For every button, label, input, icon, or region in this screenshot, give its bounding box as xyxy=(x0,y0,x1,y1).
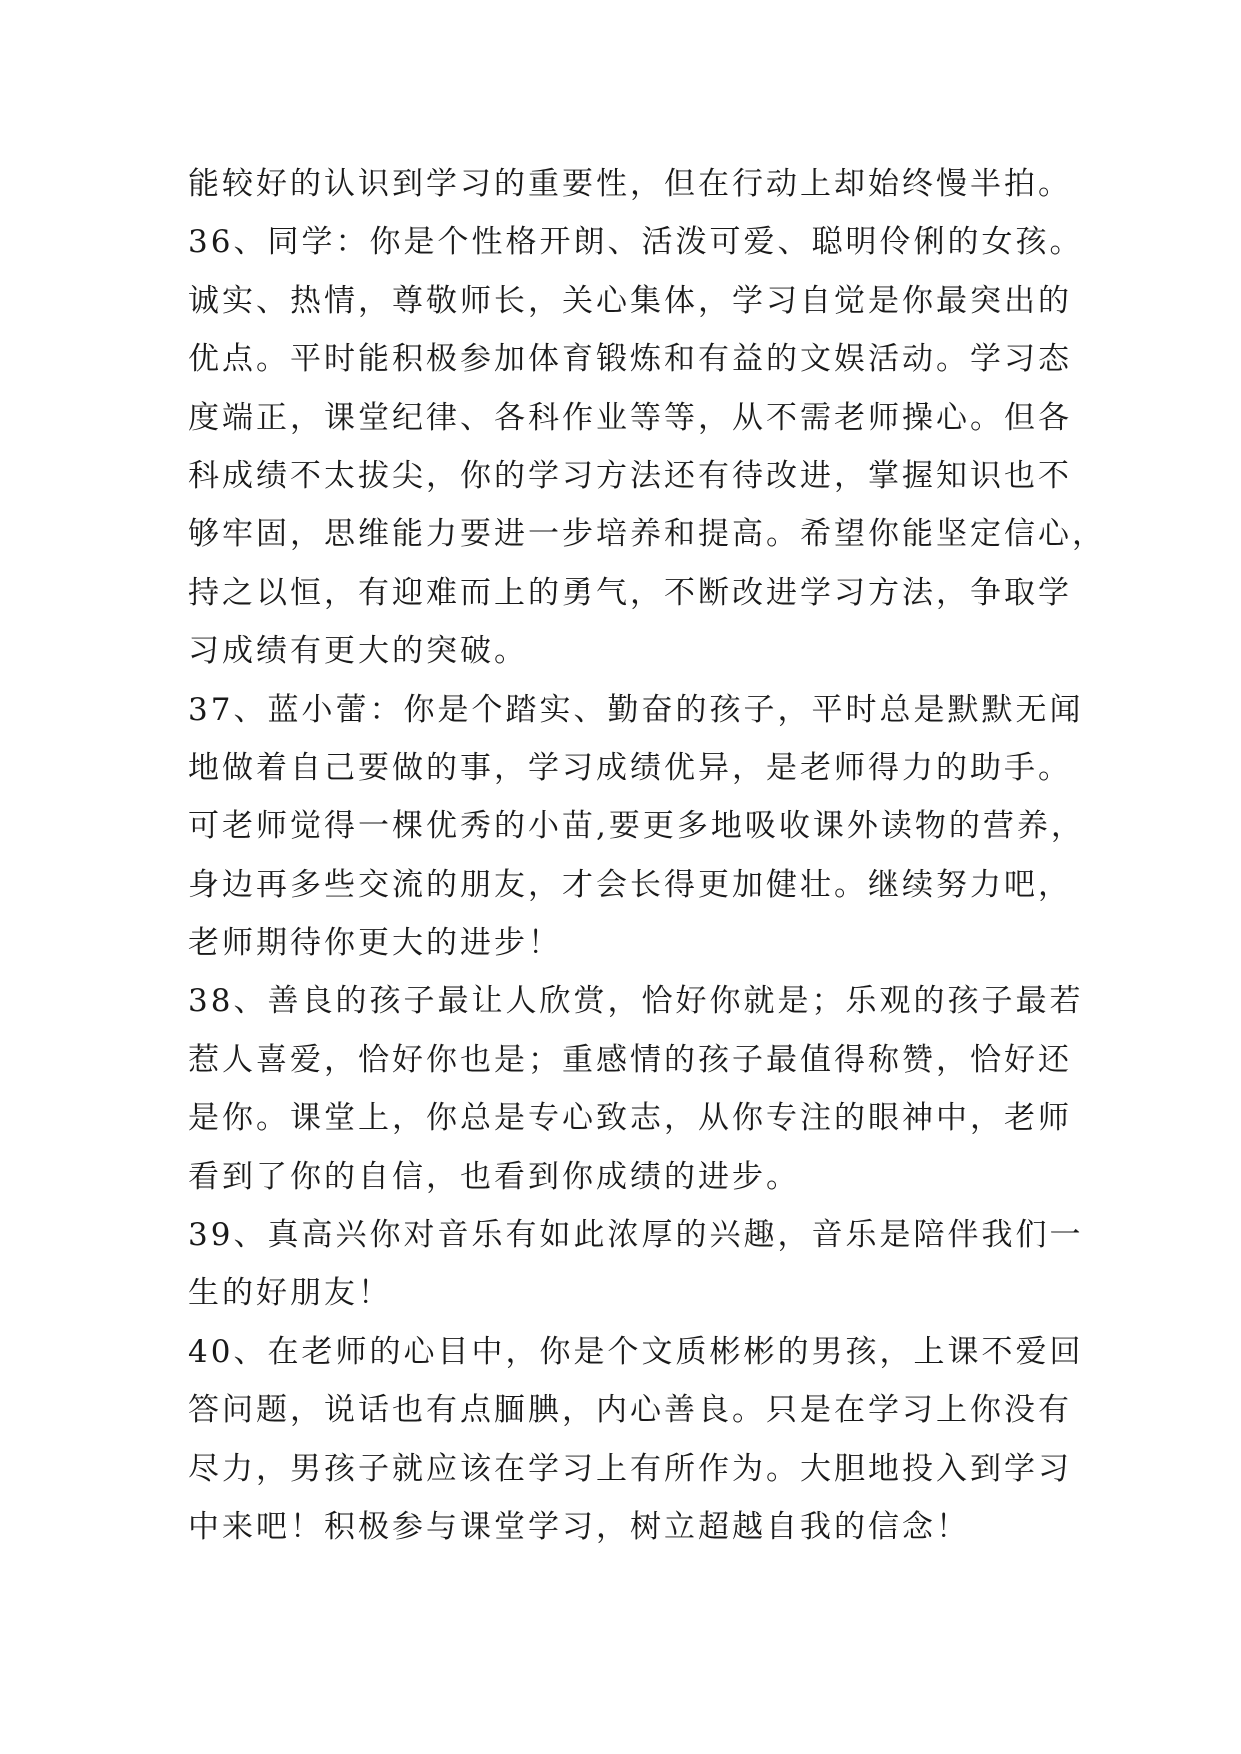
text-line: 习成绩有更大的突破。 xyxy=(188,633,528,670)
text-line: 尽力，男孩子就应该在学习上有所作为。大胆地投入到学习 xyxy=(188,1450,1072,1487)
text-line: 可老师觉得一棵优秀的小苗,要更多地吸收课外读物的营养， xyxy=(188,808,1085,845)
text-line: 能较好的认识到学习的重要性，但在行动上却始终慢半拍。 xyxy=(188,166,1072,202)
text-line: 38、善良的孩子最让人欣赏，恰好你就是；乐观的孩子最若 xyxy=(188,983,1084,1020)
text-line: 中来吧！积极参与课堂学习，树立超越自我的信念！ xyxy=(188,1508,970,1545)
text-line: 持之以恒，有迎难而上的勇气，不断改进学习方法，争取学 xyxy=(188,574,1072,611)
text-line: 36、同学：你是个性格开朗、活泼可爱、聪明伶俐的女孩。 xyxy=(188,224,1084,261)
text-line: 生的好朋友！ xyxy=(188,1275,392,1312)
text-line: 看到了你的自信，也看到你成绩的进步。 xyxy=(188,1158,800,1195)
document-body xyxy=(188,155,1106,1556)
text-line: 度端正，课堂纪律、各科作业等等，从不需老师操心。但各 xyxy=(188,399,1072,436)
text-line: 地做着自己要做的事，学习成绩优异，是老师得力的助手。 xyxy=(188,749,1072,786)
text-line: 是你。课堂上，你总是专心致志，从你专注的眼神中，老师 xyxy=(188,1100,1072,1137)
text-line: 够牢固，思维能力要进一步培养和提高。希望你能坚定信心， xyxy=(188,516,1106,553)
text-line: 40、在老师的心目中，你是个文质彬彬的男孩，上课不爱回 xyxy=(188,1333,1084,1370)
text-line: 身边再多些交流的朋友，才会长得更加健壮。继续努力吧， xyxy=(188,866,1072,903)
text-line: 老师期待你更大的进步！ xyxy=(188,925,562,962)
text-line: 答问题，说话也有点腼腆，内心善良。只是在学习上你没有 xyxy=(188,1392,1072,1429)
text-line: 优点。平时能积极参加体育锻炼和有益的文娱活动。学习态 xyxy=(188,341,1072,378)
text-line: 37、蓝小蕾：你是个踏实、勤奋的孩子，平时总是默默无闻 xyxy=(188,691,1084,728)
text-line: 39、真高兴你对音乐有如此浓厚的兴趣，音乐是陪伴我们一 xyxy=(188,1217,1084,1254)
text-line: 惹人喜爱，恰好你也是；重感情的孩子最值得称赞，恰好还 xyxy=(188,1041,1072,1078)
text-line: 诚实、热情，尊敬师长，关心集体，学习自觉是你最突出的 xyxy=(188,282,1072,319)
text-line: 科成绩不太拔尖，你的学习方法还有待改进，掌握知识也不 xyxy=(188,457,1072,494)
